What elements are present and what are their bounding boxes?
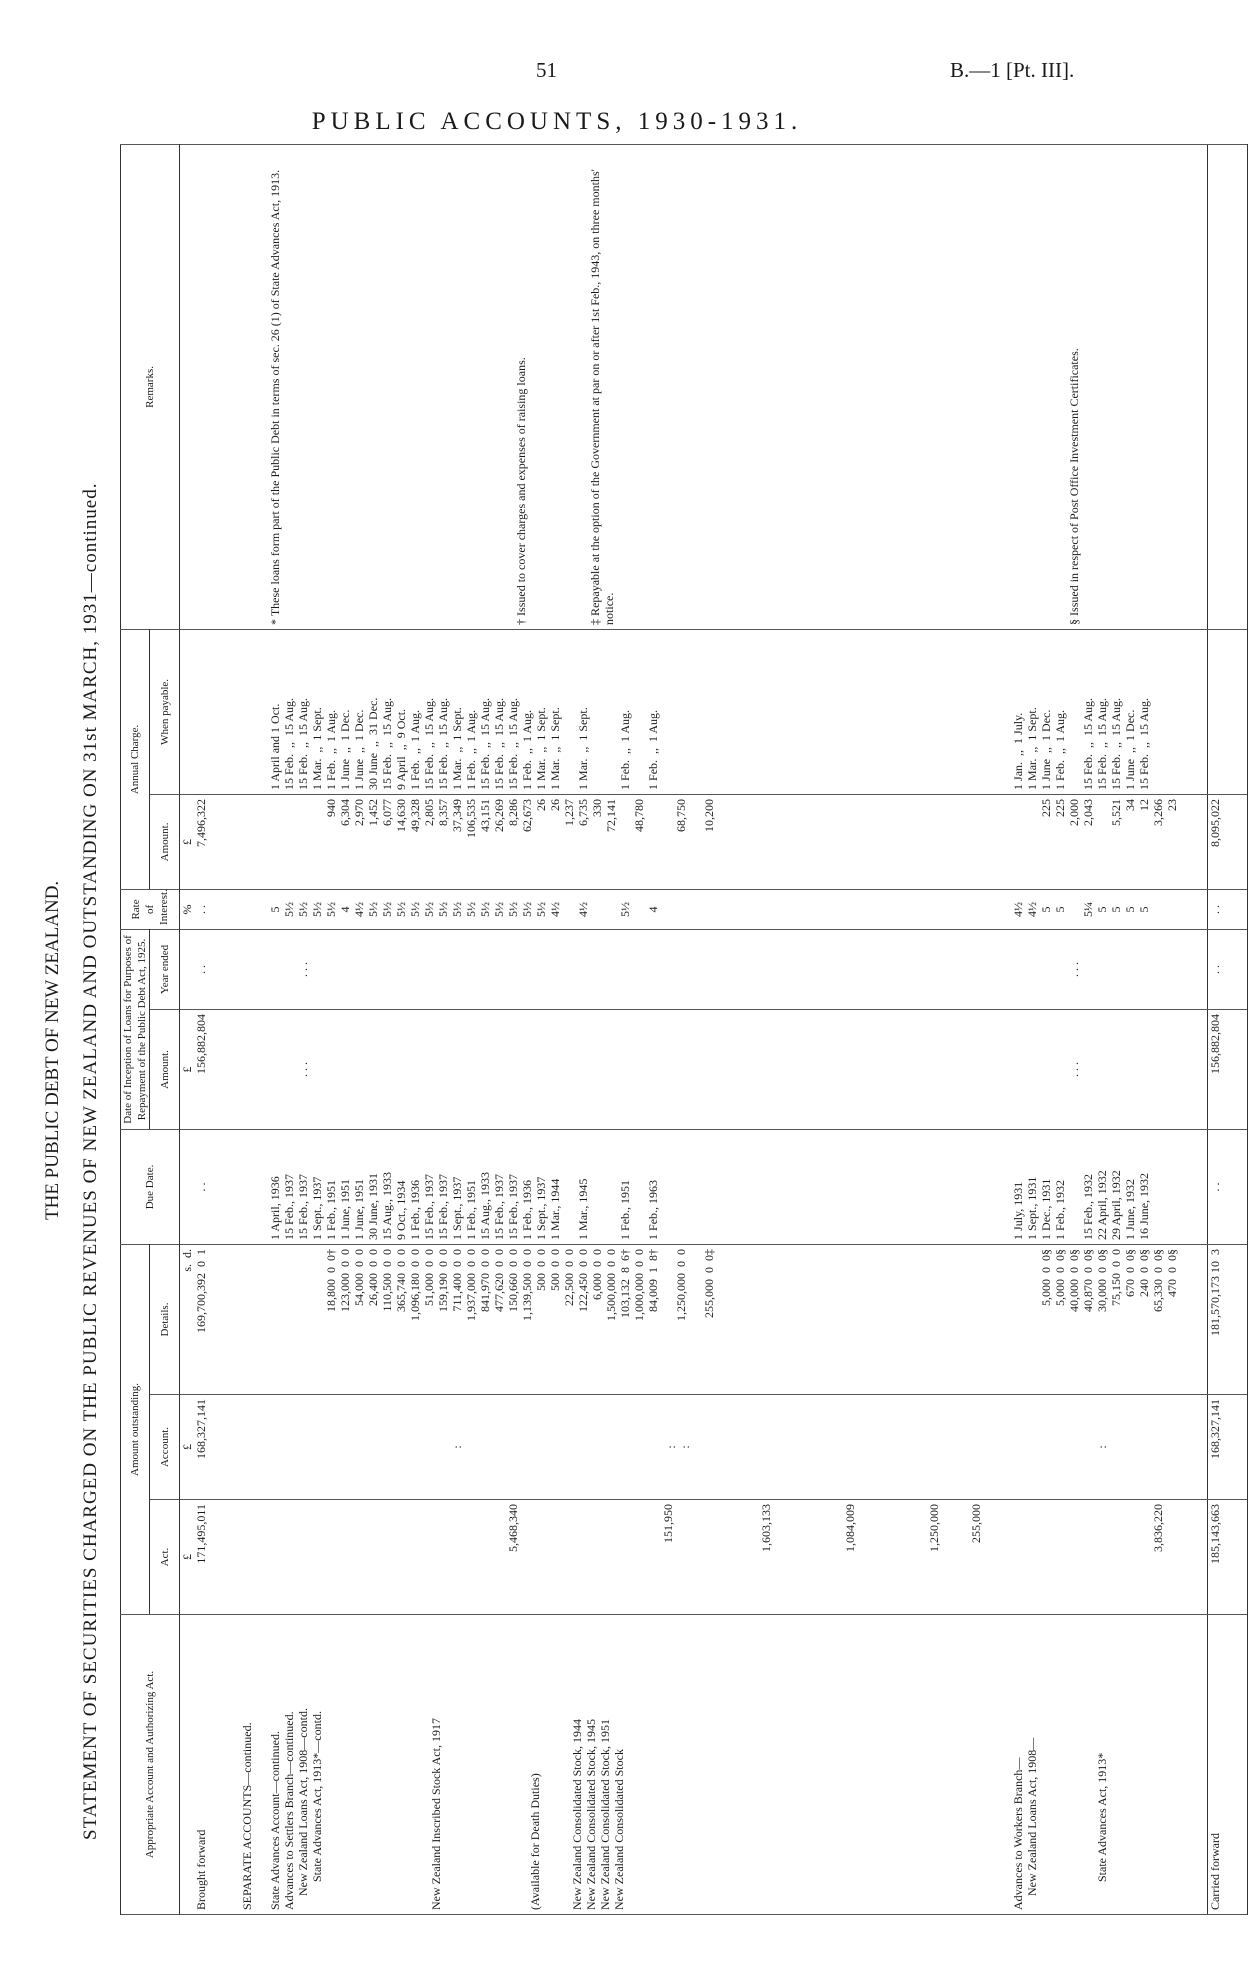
when-line: 1 Feb. ,, 1 Aug. bbox=[463, 709, 478, 790]
due-line: 15 Feb., 1937 bbox=[295, 1173, 310, 1240]
due-line: 15 Aug., 1933 bbox=[477, 1171, 492, 1240]
col-amount-outstanding-header: Amount outstanding. bbox=[121, 1244, 150, 1614]
detail-line bbox=[688, 1249, 702, 1390]
block-b-when bbox=[1011, 629, 1208, 794]
due-line: 1 April, 1936 bbox=[267, 1176, 282, 1240]
detail-line: 1,500,000 0 0 bbox=[603, 1248, 618, 1321]
brought-forward-due: . . bbox=[180, 1129, 240, 1244]
col-inception-header: Date of Inception of Loans for Purposes of Repayment of the Public Debt Act, 1925. bbox=[121, 929, 150, 1129]
page-number: 51 bbox=[536, 58, 557, 82]
brought-forward-remarks bbox=[180, 144, 240, 629]
due-line bbox=[604, 1134, 618, 1240]
when-line: 1 Mar. ,, 1 Sept. bbox=[309, 707, 324, 790]
inscribed-stock-label: New Zealand Inscribed Stock Act, 1917 bbox=[428, 1718, 443, 1910]
rate-line: 5 bbox=[1122, 906, 1137, 913]
detail-line: 670 0 0§ bbox=[1122, 1248, 1137, 1297]
block-a-when bbox=[240, 629, 1011, 794]
charge-line: 2,970 bbox=[351, 798, 366, 826]
state-advances-1913-label: State Advances Act, 1913* bbox=[1094, 1752, 1109, 1882]
death-duties-label: (Available for Death Duties) bbox=[527, 1773, 542, 1910]
brought-forward-when bbox=[180, 629, 240, 794]
block-a-row bbox=[240, 144, 1011, 1914]
detail-line: 1,000,000 0 0 bbox=[631, 1248, 646, 1321]
rate-line: 5½ bbox=[323, 901, 338, 917]
remark-post-office: § Issued in respect of Post Office Investment Certificates. bbox=[1066, 348, 1081, 625]
when-line bbox=[632, 634, 646, 790]
consolidated-1945-act: 1,084,009 bbox=[842, 1504, 857, 1552]
when-line: 15 Feb. ,, 15 Aug. bbox=[1080, 697, 1095, 790]
block-b-accounts bbox=[1011, 1615, 1208, 1915]
due-line: 15 Feb., 1937 bbox=[421, 1173, 436, 1240]
when-line: 1 Feb. ,, 1 Aug. bbox=[617, 709, 632, 790]
due-line: 1 Feb., 1932 bbox=[1052, 1179, 1067, 1240]
due-line: 1 Feb., 1951 bbox=[617, 1179, 632, 1240]
block-b-account: : bbox=[1011, 1395, 1208, 1500]
when-line: 1 Feb. ,, 1 Aug. bbox=[1052, 709, 1067, 790]
due-line: 1 July, 1931 bbox=[1010, 1181, 1025, 1240]
detail-line: 110,500 0 0 bbox=[379, 1248, 394, 1312]
rate-line: 5½ bbox=[519, 901, 534, 917]
remark-state-advances: * These loans form part of the Public Debt in terms of sec. 26 (1) of State Advances Act, 1913. bbox=[267, 169, 282, 625]
when-line: 15 Feb. ,, 15 Aug. bbox=[1094, 697, 1109, 790]
detail-line: 5,000 0 0§ bbox=[1052, 1248, 1067, 1306]
state-advances-1913-act: 3,836,220 bbox=[1150, 1504, 1165, 1552]
rate-line: 5 bbox=[1094, 906, 1109, 913]
due-line: 16 June, 1932 bbox=[1136, 1172, 1151, 1240]
charge-line: 1,237 bbox=[561, 798, 576, 826]
due-line bbox=[632, 1134, 646, 1240]
rate-line: 5½ bbox=[365, 901, 380, 917]
due-line bbox=[562, 1134, 576, 1240]
detail-line: 1,937,000 0 0 bbox=[463, 1248, 478, 1321]
rate-line bbox=[590, 894, 604, 925]
charge-line: 12 bbox=[1136, 798, 1151, 811]
due-line: 1 Sept., 1937 bbox=[309, 1176, 324, 1240]
charge-line bbox=[660, 799, 674, 885]
col-remarks-header: Remarks. bbox=[121, 144, 180, 629]
rate-line bbox=[1067, 894, 1081, 925]
charge-line: 3,266 bbox=[1150, 798, 1165, 826]
when-line: 1 June ,, 1 Dec. bbox=[337, 709, 352, 790]
carried-forward-remarks bbox=[1207, 144, 1247, 629]
document-reference: B.—1 [Pt. III]. bbox=[950, 58, 1075, 82]
when-line: 1 Jan. ,, 1 July. bbox=[1010, 712, 1025, 790]
due-line: 1 Feb., 1936 bbox=[519, 1179, 534, 1240]
charge-line: 34 bbox=[1122, 798, 1137, 811]
charge-line: 49,328 bbox=[407, 798, 422, 832]
when-line: 1 June ,, 1 Dec. bbox=[1038, 709, 1053, 790]
due-line: 15 Feb., 1937 bbox=[435, 1173, 450, 1240]
due-line: 15 Feb., 1932 bbox=[1080, 1173, 1095, 1240]
col-year-ended-header: Year ended bbox=[150, 929, 180, 1009]
rate-line: 4½ bbox=[547, 901, 562, 917]
workers-act-heading: New Zealand Loans Act, 1908— bbox=[1024, 1737, 1039, 1896]
when-line: 15 Feb. ,, 15 Aug. bbox=[379, 697, 394, 790]
table-title: THE PUBLIC DEBT OF NEW ZEALAND. bbox=[42, 880, 63, 1220]
detail-line: 1,250,000 0 0 bbox=[673, 1248, 688, 1321]
block-a-remarks bbox=[240, 144, 1011, 629]
due-line: 1 Dec., 1931 bbox=[1038, 1178, 1053, 1240]
col-due-date-header: Due Date. bbox=[121, 1129, 180, 1244]
rate-line: 5 bbox=[267, 906, 282, 913]
block-b-inception: . . . bbox=[1011, 1009, 1208, 1129]
due-line: 1 Feb., 1951 bbox=[323, 1179, 338, 1240]
rate-line: 5½ bbox=[477, 901, 492, 917]
charge-line: 2,043 bbox=[1080, 798, 1095, 826]
when-line: 1 June ,, 1 Dec. bbox=[1122, 709, 1137, 790]
detail-line: 1,096,180 0 0 bbox=[407, 1248, 422, 1321]
charge-line: 330 bbox=[589, 798, 604, 817]
consolidated-1963-label: New Zealand Consolidated Stock bbox=[611, 1749, 626, 1910]
charge-line bbox=[618, 799, 632, 885]
detail-line: 75,150 0 0 bbox=[1108, 1248, 1123, 1306]
rate-line: 5½ bbox=[379, 901, 394, 917]
detail-line: 711,400 0 0 bbox=[449, 1248, 464, 1312]
due-line: 1 Sept., 1937 bbox=[533, 1176, 548, 1240]
when-line: 15 Feb. ,, 15 Aug. bbox=[491, 697, 506, 790]
rate-line: 4 bbox=[645, 906, 660, 913]
detail-line: 40,000 0 0§ bbox=[1066, 1248, 1081, 1312]
carried-forward-charge: 8,095,022 bbox=[1207, 794, 1247, 889]
rate-line: 5½ bbox=[421, 901, 436, 917]
carried-forward-act: 185,143,663 bbox=[1207, 1500, 1247, 1615]
rate-line: 5½ bbox=[505, 901, 520, 917]
carried-forward-when bbox=[1207, 629, 1247, 794]
due-line bbox=[590, 1134, 604, 1240]
charge-line: 10,200 bbox=[701, 798, 716, 832]
detail-line: 470 0 0§ bbox=[1164, 1248, 1179, 1297]
charge-line: 26 bbox=[533, 798, 548, 811]
charge-line: 48,780 bbox=[631, 798, 646, 832]
when-line: 1 Mar. ,, 1 Sept. bbox=[575, 707, 590, 790]
charge-line: 68,750 bbox=[673, 798, 688, 832]
brought-forward-year: . . bbox=[180, 929, 240, 1009]
detail-line: 103,132 8 6† bbox=[617, 1248, 632, 1318]
block-b-year: . . . bbox=[1011, 929, 1208, 1009]
detail-line: 841,970 0 0 bbox=[477, 1248, 492, 1312]
due-line: 9 Oct., 1934 bbox=[393, 1180, 408, 1240]
due-line bbox=[1067, 1134, 1081, 1240]
consolidated-1944-label: New Zealand Consolidated Stock, 1944 bbox=[569, 1719, 584, 1910]
due-line: 22 April, 1932 bbox=[1094, 1170, 1109, 1240]
when-line: 15 Feb. ,, 15 Aug. bbox=[435, 697, 450, 790]
carried-forward-due: . . bbox=[1207, 1129, 1247, 1244]
block-a-accounts bbox=[240, 1615, 1011, 1915]
rate-line: 5½ bbox=[617, 901, 632, 917]
charge-line: 72,141 bbox=[603, 798, 618, 832]
page-header-title: PUBLIC ACCOUNTS, 1930-1931. bbox=[311, 108, 803, 135]
col-when-payable-header: When payable. bbox=[150, 629, 180, 794]
when-line: 30 June ,, 31 Dec. bbox=[365, 697, 380, 790]
inscribed-act-amount: 5,468,340 bbox=[505, 1504, 520, 1552]
block-b-charge bbox=[1011, 794, 1208, 889]
block-a-inception: . . . bbox=[240, 1009, 1011, 1129]
rate-line: 5½ bbox=[407, 901, 422, 917]
brought-forward-act: £ 171,495,011 bbox=[180, 1500, 240, 1615]
when-line: 1 Mar. ,, 1 Sept. bbox=[547, 707, 562, 790]
detail-line bbox=[660, 1249, 674, 1390]
detail-line: 40,870 0 0§ bbox=[1080, 1248, 1095, 1312]
due-line: 1 Mar., 1945 bbox=[575, 1178, 590, 1240]
detail-line: 18,800 0 0† bbox=[323, 1248, 338, 1312]
when-line bbox=[590, 634, 604, 790]
carried-forward-details: 181,570,173 10 3 bbox=[1207, 1244, 1247, 1394]
block-b-row bbox=[1011, 144, 1208, 1914]
due-line: 30 June, 1931 bbox=[365, 1172, 380, 1240]
detail-line: 65,330 0 0§ bbox=[1150, 1248, 1165, 1312]
when-line: 1 Feb. ,, 1 Aug. bbox=[407, 709, 422, 790]
col-account-amount-header: Account. bbox=[150, 1395, 180, 1500]
rate-line: 4 bbox=[337, 906, 352, 913]
block-a-details bbox=[240, 1244, 1011, 1394]
rate-line bbox=[632, 894, 646, 925]
due-line: 1 June, 1951 bbox=[337, 1178, 352, 1240]
rate-line: 5½ bbox=[533, 901, 548, 917]
detail-line: 500 0 0 bbox=[547, 1248, 562, 1291]
consolidated-1951-label: New Zealand Consolidated Stock, 1951 bbox=[597, 1719, 612, 1910]
settlers-branch-heading: Advances to Settlers Branch—continued. bbox=[281, 1711, 296, 1910]
charge-line: 225 bbox=[1052, 798, 1067, 817]
block-a-rate bbox=[240, 889, 1011, 929]
carried-forward-account: 168,327,141 bbox=[1207, 1395, 1247, 1500]
block-a-due bbox=[240, 1129, 1011, 1244]
charge-line: 106,535 bbox=[463, 798, 478, 838]
when-line bbox=[562, 634, 576, 790]
charge-line: 6,077 bbox=[379, 798, 394, 826]
rate-line: 5½ bbox=[393, 901, 408, 917]
brought-forward-label: Brought forward bbox=[180, 1615, 240, 1915]
due-line: 1 June, 1951 bbox=[351, 1178, 366, 1240]
detail-line: 22,500 0 0 bbox=[561, 1248, 576, 1306]
brought-forward-details: s. d. 169,700,392 0 1 bbox=[180, 1244, 240, 1394]
charge-line: 8,286 bbox=[505, 798, 520, 826]
detail-line: 159,190 0 0 bbox=[435, 1248, 450, 1312]
rate-line bbox=[604, 894, 618, 925]
nz-loans-act-heading: New Zealand Loans Act, 1908—contd. bbox=[295, 1708, 310, 1896]
rate-line: 4½ bbox=[575, 901, 590, 917]
due-line: 15 Aug., 1933 bbox=[379, 1171, 394, 1240]
carried-forward-year: . . bbox=[1207, 929, 1247, 1009]
due-line: 1 Sept., 1931 bbox=[1024, 1176, 1039, 1240]
charge-line: 6,735 bbox=[575, 798, 590, 826]
when-line: 15 Feb. ,, 15 Aug. bbox=[1108, 697, 1123, 790]
charge-line: 8,357 bbox=[435, 798, 450, 826]
col-annual-charge-header: Annual Charge. bbox=[121, 629, 150, 889]
charge-line: 6,304 bbox=[337, 798, 352, 826]
rate-line: 4½ bbox=[1024, 901, 1039, 917]
rate-line bbox=[562, 894, 576, 925]
when-line: 1 Mar. ,, 1 Sept. bbox=[533, 707, 548, 790]
due-line: 1 Sept., 1937 bbox=[449, 1176, 464, 1240]
detail-line: 255,000 0 0‡ bbox=[701, 1248, 716, 1318]
when-line bbox=[1067, 634, 1081, 790]
when-line: 1 Feb. ,, 1 Aug. bbox=[519, 709, 534, 790]
charge-line: 23 bbox=[1164, 798, 1179, 811]
when-line: 15 Feb. ,, 15 Aug. bbox=[295, 697, 310, 790]
charge-line: 940 bbox=[323, 798, 338, 817]
rate-line: 5½ bbox=[435, 901, 450, 917]
carried-forward-inception: 156,882,804 bbox=[1207, 1009, 1247, 1129]
block-b-due bbox=[1011, 1129, 1208, 1244]
when-line: 15 Feb. ,, 15 Aug. bbox=[505, 697, 520, 790]
rate-line: 5½ bbox=[463, 901, 478, 917]
death-duties-act-amount: 151,950 bbox=[660, 1504, 675, 1543]
block-a-year: . . . bbox=[240, 929, 1011, 1009]
due-line: 1 June, 1932 bbox=[1122, 1178, 1137, 1240]
block-a-charge bbox=[240, 794, 1011, 889]
col-details-header: Details. bbox=[150, 1244, 180, 1394]
detail-line: 240 0 0§ bbox=[1136, 1248, 1151, 1297]
due-line: 15 Feb., 1937 bbox=[505, 1173, 520, 1240]
detail-line: 6,000 0 0 bbox=[589, 1248, 604, 1300]
when-line: 1 June ,, 1 Dec. bbox=[351, 709, 366, 790]
charge-line: 26 bbox=[547, 798, 562, 811]
separate-accounts-heading: SEPARATE ACCOUNTS—continued. bbox=[239, 1722, 254, 1910]
consolidated-1951-act: 1,250,000 bbox=[926, 1504, 941, 1552]
when-line: 15 Feb. ,, 15 Aug. bbox=[421, 697, 436, 790]
due-line: 1 Feb., 1951 bbox=[463, 1179, 478, 1240]
rate-line: 5¼ bbox=[1080, 901, 1095, 917]
brought-forward-row bbox=[180, 144, 240, 1914]
when-line: 1 Mar. ,, 1 Sept. bbox=[1024, 707, 1039, 790]
charge-line: 43,151 bbox=[477, 798, 492, 832]
detail-line: 500 0 0 bbox=[533, 1248, 548, 1291]
state-advances-act-heading: State Advances Act, 1913*—contd. bbox=[309, 1711, 324, 1882]
detail-line: 54,000 0 0 bbox=[351, 1248, 366, 1306]
charge-line: 1,452 bbox=[365, 798, 380, 826]
detail-line: 51,000 0 0 bbox=[421, 1248, 436, 1306]
rate-line: 5½ bbox=[491, 901, 506, 917]
charge-line bbox=[688, 799, 702, 885]
brought-forward-charge: £ 7,496,322 bbox=[180, 794, 240, 889]
table-subtitle: STATEMENT OF SECURITIES CHARGED ON THE PUBLIC REVENUES OF NEW ZEALAND AND OUTSTANDING ON 31st MARCH, 1931—continued. bbox=[80, 482, 101, 1840]
block-b-rate bbox=[1011, 889, 1208, 929]
charge-line: 2,000 bbox=[1066, 798, 1081, 826]
due-line: 15 Feb., 1937 bbox=[491, 1173, 506, 1240]
state-advances-heading: State Advances Account—continued. bbox=[267, 1731, 282, 1910]
charge-line bbox=[1095, 799, 1109, 885]
block-a-act bbox=[240, 1500, 1011, 1615]
rate-line: 5½ bbox=[295, 901, 310, 917]
when-line: 15 Feb. ,, 15 Aug. bbox=[477, 697, 492, 790]
block-b-remarks bbox=[1011, 144, 1208, 629]
consolidated-1945-label: New Zealand Consolidated Stock, 1945 bbox=[583, 1719, 598, 1910]
consolidated-1944-act: 1,603,133 bbox=[758, 1504, 773, 1552]
charge-line: 225 bbox=[1038, 798, 1053, 817]
when-line: 15 Feb. ,, 15 Aug. bbox=[281, 697, 296, 790]
rate-line: 5½ bbox=[309, 901, 324, 917]
charge-line bbox=[646, 799, 660, 885]
block-a-account: : : : bbox=[240, 1395, 1011, 1500]
due-line: 29 April, 1932 bbox=[1108, 1170, 1123, 1240]
detail-line: 477,620 0 0 bbox=[491, 1248, 506, 1312]
rate-line: 5 bbox=[1038, 906, 1053, 913]
rate-line: 5½ bbox=[281, 901, 296, 917]
detail-line: 365,740 0 0 bbox=[393, 1248, 408, 1312]
detail-line: 122,450 0 0 bbox=[575, 1248, 590, 1312]
when-line: 1 April and 1 Oct. bbox=[267, 703, 282, 790]
debt-statement-table bbox=[120, 144, 1248, 1915]
detail-line: 84,009 1 8† bbox=[645, 1248, 660, 1312]
when-line: 9 April ,, 9 Oct. bbox=[393, 708, 408, 790]
charge-line: 14,630 bbox=[393, 798, 408, 832]
block-b-act bbox=[1011, 1500, 1208, 1615]
rate-line: 5½ bbox=[449, 901, 464, 917]
brought-forward-rate: % . . bbox=[180, 889, 240, 929]
brought-forward-account: £ 168,327,141 bbox=[180, 1395, 240, 1500]
workers-branch-heading: Advances to Workers Branch— bbox=[1010, 1757, 1025, 1910]
detail-line: 150,660 0 0 bbox=[505, 1248, 520, 1312]
detail-line: 30,000 0 0§ bbox=[1094, 1248, 1109, 1312]
carried-forward-label: Carried forward bbox=[1207, 1615, 1247, 1915]
brought-forward-inception: £ 156,882,804 bbox=[180, 1009, 240, 1129]
remark-repayable: ‡ Repayable at the option of the Government at par on or after 1st Feb., 1943, on three months' notice. bbox=[587, 169, 616, 625]
block-b-details bbox=[1011, 1244, 1208, 1394]
when-line: 1 Feb. ,, 1 Aug. bbox=[323, 709, 338, 790]
col-charge-amount-header: Amount. bbox=[150, 794, 180, 889]
charge-line: 26,269 bbox=[491, 798, 506, 832]
charge-line: 37,349 bbox=[449, 798, 464, 832]
col-act-header: Act. bbox=[150, 1500, 180, 1615]
due-line: 1 Feb., 1963 bbox=[645, 1179, 660, 1240]
rate-line: 5 bbox=[1108, 906, 1123, 913]
col-inception-amount-header: Amount. bbox=[150, 1009, 180, 1129]
detail-line: 5,000 0 0§ bbox=[1038, 1248, 1053, 1306]
col-account-header: Appropriate Account and Authorizing Act. bbox=[121, 1615, 180, 1915]
when-line: 15 Feb. ,, 15 Aug. bbox=[1136, 697, 1151, 790]
charge-line: 5,521 bbox=[1108, 798, 1123, 826]
remark-charges: † Issued to cover charges and expenses of raising loans. bbox=[513, 357, 528, 625]
carried-forward-rate: . . bbox=[1207, 889, 1247, 929]
carried-forward-row bbox=[1207, 144, 1247, 1914]
col-rate-header: Rate of Interest. bbox=[121, 889, 180, 929]
when-line: 1 Mar. ,, 1 Sept. bbox=[449, 707, 464, 790]
when-line bbox=[604, 634, 618, 790]
charge-line: 2,805 bbox=[421, 798, 436, 826]
rate-line: 5 bbox=[1052, 906, 1067, 913]
consolidated-1963-act: 255,000 bbox=[968, 1504, 983, 1543]
detail-line: 26,400 0 0 bbox=[365, 1248, 380, 1306]
due-line: 1 Feb., 1936 bbox=[407, 1179, 422, 1240]
rate-line: 4½ bbox=[1010, 901, 1025, 917]
due-line: 1 Mar., 1944 bbox=[547, 1178, 562, 1240]
detail-line: 1,139,500 0 0 bbox=[519, 1248, 534, 1321]
charge-line: 62,673 bbox=[519, 798, 534, 832]
when-line: 1 Feb. ,, 1 Aug. bbox=[645, 709, 660, 790]
rate-line: 4½ bbox=[351, 901, 366, 917]
rate-line: 5 bbox=[1136, 906, 1151, 913]
detail-line: 123,000 0 0 bbox=[337, 1248, 352, 1312]
due-line: 15 Feb., 1937 bbox=[281, 1173, 296, 1240]
debt-statement-table-container bbox=[120, 145, 1222, 1915]
